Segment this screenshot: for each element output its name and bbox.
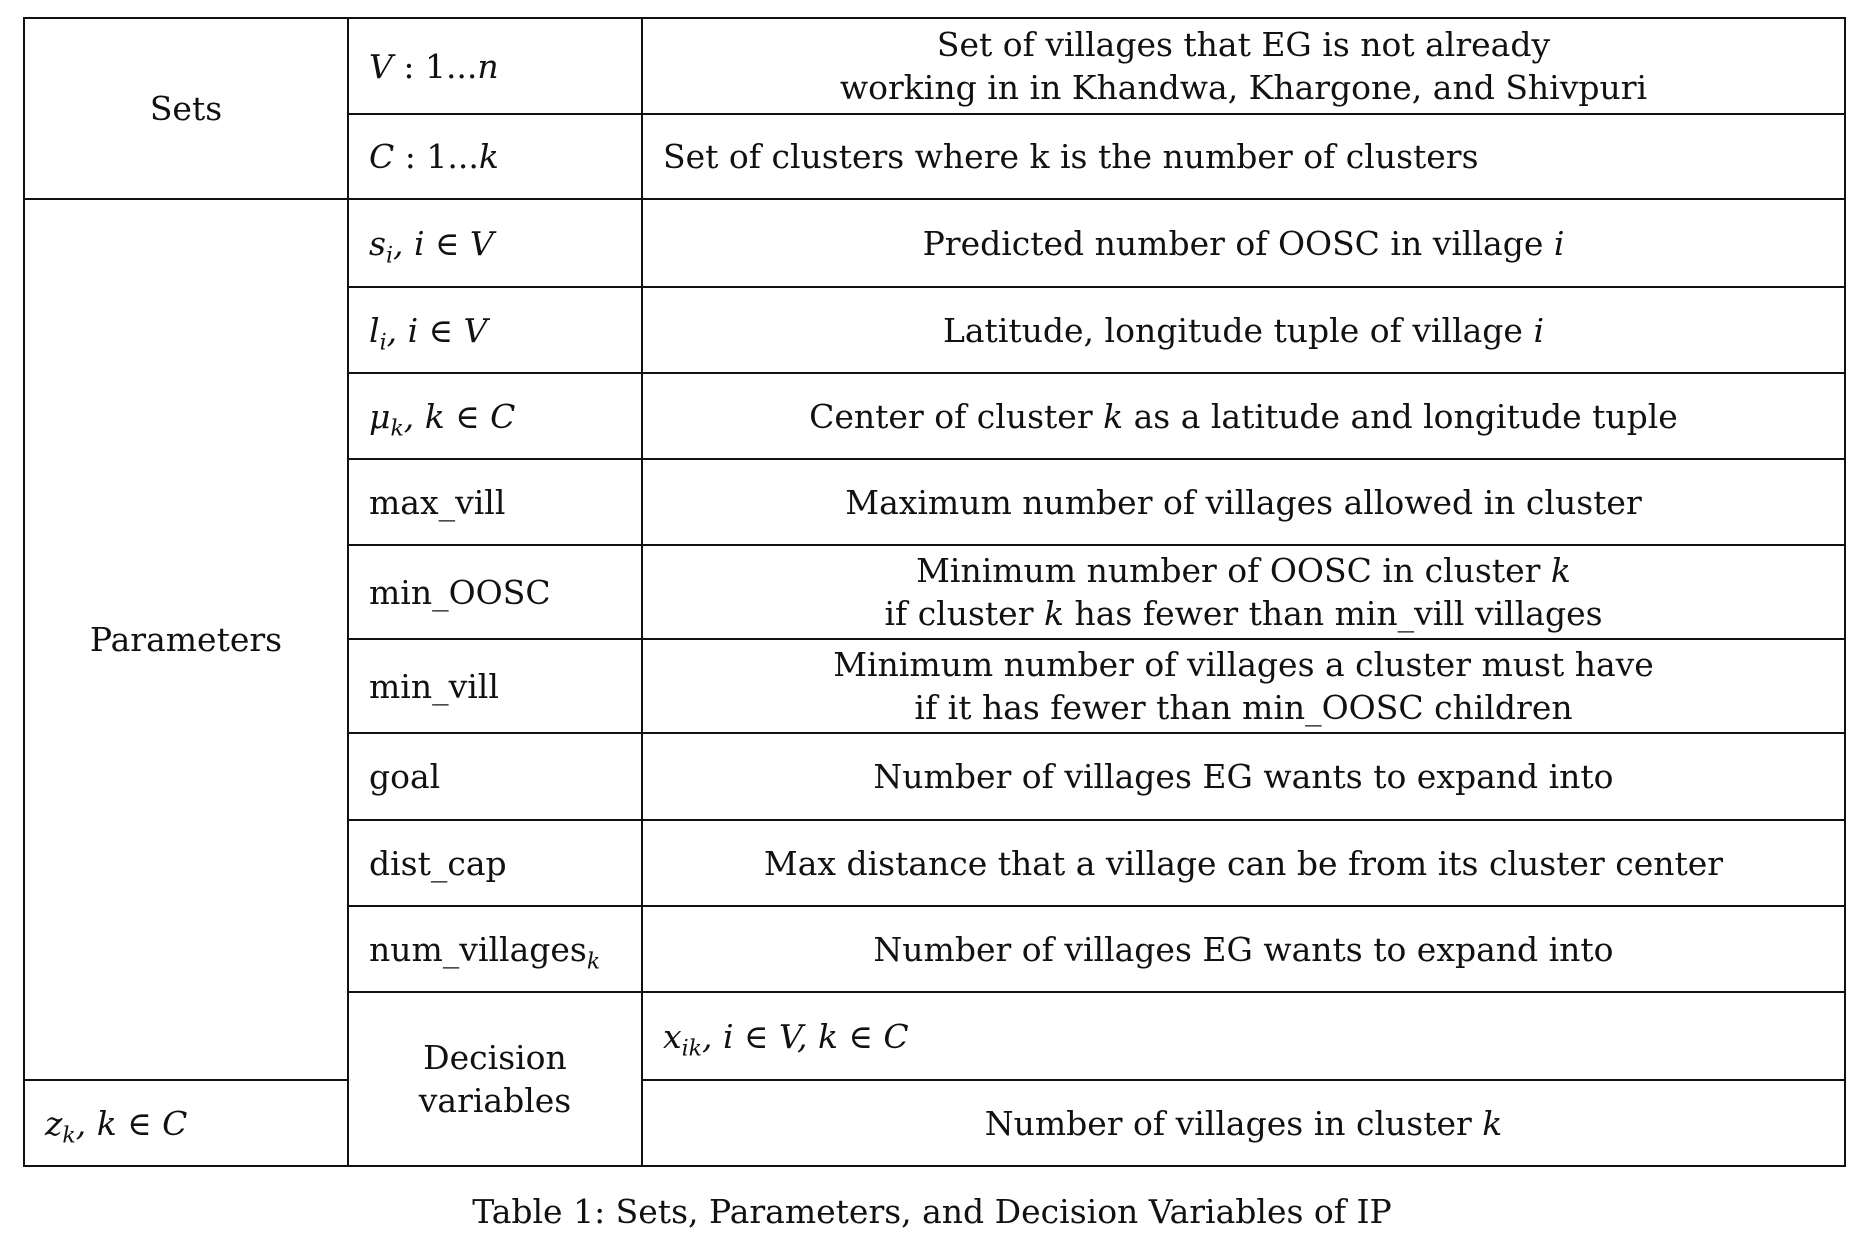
group-label-decision-variables: Decision variables (348, 992, 642, 1166)
symbol-x-subscript: ik (681, 1036, 702, 1062)
description-min-oosc-line2 (663, 592, 1824, 635)
description-min-oosc (642, 545, 1845, 639)
symbol-num-villages: num_villages (369, 929, 587, 969)
description-z-pre: Number of villages in cluster (984, 1103, 1472, 1143)
table-row-s (24, 199, 1845, 287)
description-l-text: Latitude, longitude tuple of village (942, 310, 1523, 350)
symbol-C-range: : 1... (404, 137, 479, 176)
description-dist-cap: Max distance that a village can be from its cluster center (642, 820, 1845, 906)
symbol-l-domain: , i ∈ V (386, 310, 488, 350)
ip-table (23, 17, 1846, 1167)
symbol-C-end: k (478, 137, 499, 176)
description-min-oosc-line1 (663, 549, 1824, 592)
symbol-V-range: : 1... (403, 46, 478, 86)
description-s (642, 199, 1845, 287)
symbol-cell-mu (348, 373, 642, 459)
symbol-max-vill: max_vill (348, 459, 642, 545)
description-min-vill-line2: if it has fewer than min_OOSC children (914, 688, 1573, 727)
symbol-num-villages-subscript: k (586, 949, 601, 975)
symbol-cell-z (24, 1080, 348, 1166)
symbol-V: V (369, 46, 393, 86)
description-z (642, 1080, 1845, 1166)
symbol-mu-subscript: k (390, 416, 404, 442)
symbol-cell-V (348, 18, 642, 114)
symbol-s: s (369, 223, 386, 263)
description-min-vill (642, 639, 1845, 733)
description-min-oosc-line1-var: k (1550, 551, 1571, 590)
description-mu (642, 373, 1845, 459)
description-min-oosc-line2-var: k (1044, 594, 1064, 633)
group-label-parameters: Parameters (24, 199, 348, 1080)
symbol-cell-l (348, 287, 642, 373)
description-min-vill-line1: Minimum number of villages a cluster must have (833, 645, 1654, 684)
symbol-s-domain: , i ∈ V (392, 223, 494, 263)
symbol-V-end: n (477, 46, 499, 86)
description-mu-pre: Center of cluster (809, 396, 1093, 436)
table-row-V (24, 18, 1845, 114)
symbol-cell-C (348, 114, 642, 199)
symbol-goal: goal (348, 733, 642, 820)
symbol-mu-domain: , k ∈ C (403, 396, 516, 436)
symbol-C: C (369, 137, 395, 176)
symbol-cell-s (348, 199, 642, 287)
table-caption: Table 1: Sets, Parameters, and Decision Variables of IP (472, 1192, 1392, 1231)
description-num-villages: Number of villages EG wants to expand into (642, 906, 1845, 992)
symbol-l-subscript: i (379, 330, 387, 356)
description-goal: Number of villages EG wants to expand into (642, 733, 1845, 820)
symbol-dist-cap: dist_cap (348, 820, 642, 906)
group-label-sets: Sets (24, 18, 348, 199)
symbol-x-domain: , i ∈ V, k ∈ C (702, 1016, 909, 1056)
description-C: Set of clusters where k is the number of clusters (642, 114, 1845, 199)
symbol-min-vill: min_vill (348, 639, 642, 733)
description-z-var: k (1482, 1103, 1503, 1143)
description-s-text: Predicted number of OOSC in village (922, 223, 1544, 263)
symbol-cell-num-villages (348, 906, 642, 992)
symbol-s-subscript: i (385, 243, 393, 269)
symbol-x: x (663, 1016, 682, 1056)
symbol-mu: μ (369, 396, 391, 436)
description-min-oosc-line2-post: has fewer than min_vill villages (1074, 594, 1603, 633)
description-V-line2: working in in Khandwa, Khargone, and Shivpuri (839, 68, 1648, 107)
symbol-z-domain: , k ∈ C (75, 1103, 188, 1143)
description-min-oosc-line1-text: Minimum number of OOSC in cluster (916, 551, 1541, 590)
description-V-line1: Set of villages that EG is not already (936, 25, 1551, 64)
symbol-l: l (369, 310, 380, 350)
symbol-z-subscript: k (62, 1123, 76, 1149)
symbol-cell-x (642, 992, 1845, 1080)
description-mu-post: as a latitude and longitude tuple (1133, 396, 1678, 436)
table-row-z (24, 1080, 1845, 1166)
symbol-z: z (45, 1103, 63, 1143)
description-l (642, 287, 1845, 373)
symbol-min-oosc: min_OOSC (348, 545, 642, 639)
description-max-vill: Maximum number of villages allowed in cluster (642, 459, 1845, 545)
description-min-oosc-line2-pre: if cluster (884, 594, 1034, 633)
description-s-var: i (1553, 223, 1565, 263)
description-V (642, 18, 1845, 114)
description-l-var: i (1533, 310, 1545, 350)
description-mu-var: k (1103, 396, 1124, 436)
